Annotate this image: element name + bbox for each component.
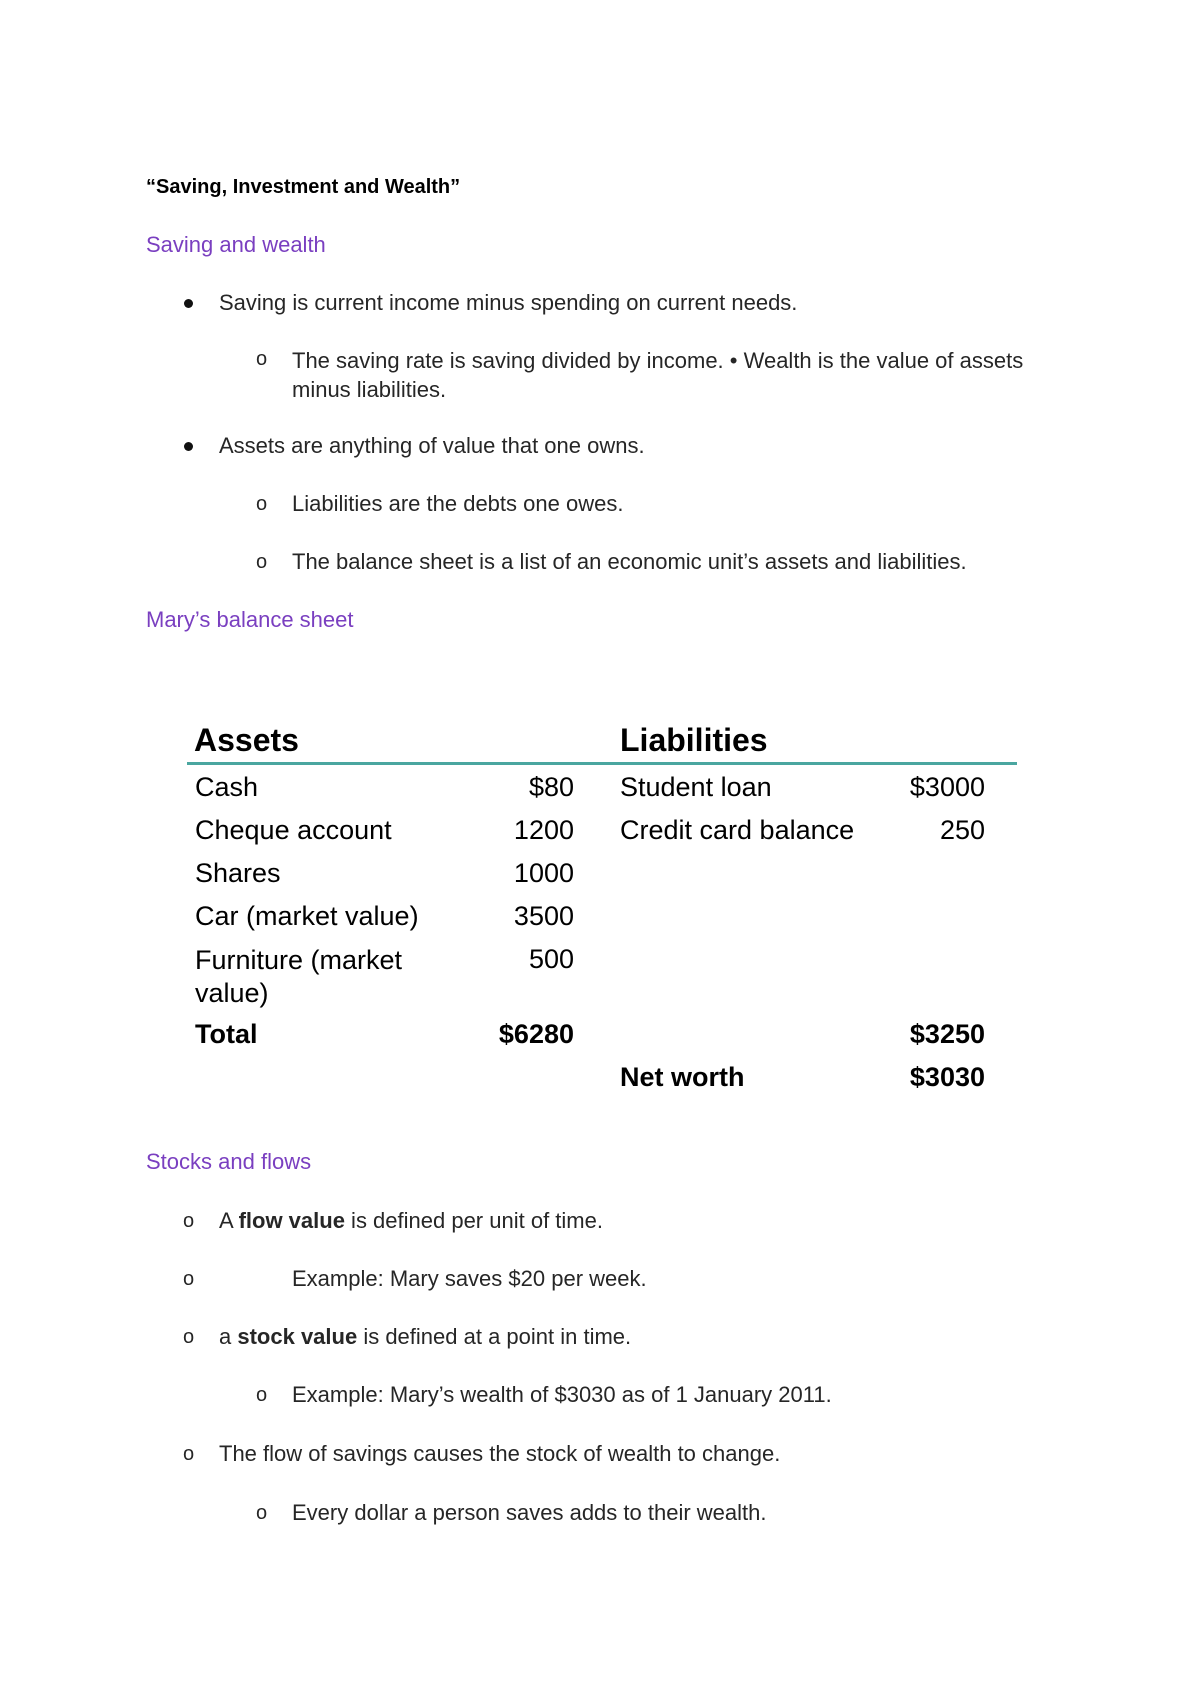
liability-label: Credit card balance bbox=[620, 815, 855, 845]
text: a bbox=[219, 1324, 238, 1349]
net-worth-label: Net worth bbox=[620, 1062, 745, 1092]
circle-marker: o bbox=[183, 1210, 195, 1232]
heading-stocks-and-flows: Stocks and flows bbox=[146, 1149, 312, 1174]
list-item: Saving is current income minus spending on current needs. bbox=[219, 290, 798, 315]
list-item-stock-value bbox=[219, 1324, 631, 1350]
total-liabilities-value: $3250 bbox=[909, 1019, 985, 1049]
liability-value: 250 bbox=[939, 815, 985, 845]
total-assets-value: $6280 bbox=[498, 1019, 574, 1049]
bullet-dot bbox=[184, 442, 193, 451]
bold-term: flow value bbox=[238, 1208, 345, 1233]
text: is defined at a point in time. bbox=[357, 1324, 632, 1349]
heading-balance-sheet: Mary’s balance sheet bbox=[146, 607, 354, 632]
list-item: The flow of savings causes the stock of wealth to change. bbox=[219, 1441, 781, 1466]
asset-value: $80 bbox=[528, 772, 574, 802]
asset-label: Shares bbox=[195, 858, 281, 888]
asset-label: Furniture (market value) bbox=[195, 945, 403, 1008]
list-item: Liabilities are the debts one owes. bbox=[292, 491, 624, 516]
header-rule bbox=[187, 762, 1017, 765]
circle-marker: o bbox=[183, 1443, 195, 1465]
asset-value: 3500 bbox=[513, 901, 574, 931]
bullet-dot bbox=[184, 299, 193, 308]
text: is defined per unit of time. bbox=[344, 1208, 603, 1233]
bold-term: stock value bbox=[237, 1324, 358, 1349]
asset-label: Car (market value) bbox=[195, 901, 419, 931]
list-item: Every dollar a person saves adds to their wealth. bbox=[292, 1500, 767, 1525]
list-item: The saving rate is saving divided by income. • Wealth is the value of assets minus liabilities. bbox=[292, 348, 1024, 402]
list-item-flow-value bbox=[219, 1208, 603, 1234]
circle-marker: o bbox=[256, 1384, 268, 1406]
circle-marker: o bbox=[183, 1326, 195, 1348]
net-worth-value: $3030 bbox=[909, 1062, 985, 1092]
heading-saving-and-wealth: Saving and wealth bbox=[146, 232, 326, 257]
circle-marker: o bbox=[183, 1268, 195, 1290]
text: A bbox=[219, 1208, 239, 1233]
circle-marker: o bbox=[256, 1502, 268, 1524]
circle-marker: o bbox=[256, 551, 268, 573]
list-item: Assets are anything of value that one owns. bbox=[219, 433, 645, 458]
liability-value: $3000 bbox=[909, 772, 985, 802]
document-title: “Saving, Investment and Wealth” bbox=[146, 176, 461, 198]
liabilities-header: Liabilities bbox=[620, 722, 768, 758]
asset-label: Cheque account bbox=[195, 815, 392, 845]
asset-value: 1200 bbox=[513, 815, 574, 845]
asset-label: Cash bbox=[195, 772, 259, 802]
liability-label: Student loan bbox=[620, 772, 772, 802]
total-label: Total bbox=[195, 1019, 258, 1049]
asset-value: 500 bbox=[528, 944, 574, 974]
circle-marker: o bbox=[256, 493, 268, 515]
assets-header: Assets bbox=[194, 722, 299, 758]
circle-marker: o bbox=[256, 348, 268, 370]
asset-value: 1000 bbox=[513, 858, 574, 888]
list-item: Example: Mary saves $20 per week. bbox=[292, 1266, 647, 1291]
list-item: The balance sheet is a list of an economic unit’s assets and liabilities. bbox=[292, 549, 967, 574]
list-item: Example: Mary’s wealth of $3030 as of 1 January 2011. bbox=[292, 1382, 832, 1407]
